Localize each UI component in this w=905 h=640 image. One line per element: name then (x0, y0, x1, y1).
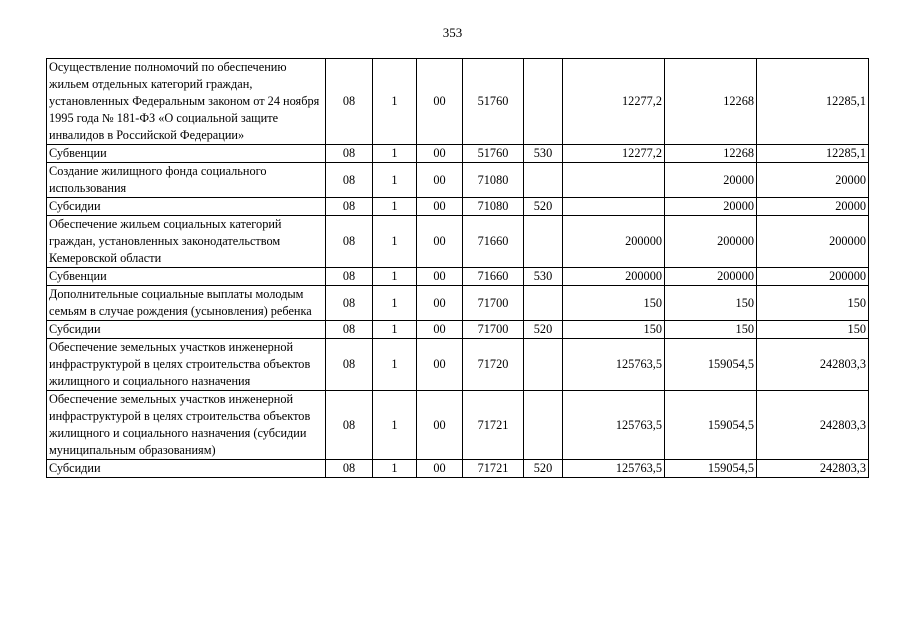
cell-subsection: 1 (373, 59, 417, 145)
cell-amount-1 (563, 198, 665, 216)
cell-amount-1: 12277,2 (563, 145, 665, 163)
table-row (47, 286, 869, 321)
cell-section: 08 (326, 391, 373, 460)
cell-subsection: 1 (373, 145, 417, 163)
cell-program: 00 (417, 163, 463, 198)
cell-subsection: 1 (373, 286, 417, 321)
cell-name: Дополнительные социальные выплаты молодым семьям в случае рождения (усыновления) ребенка (47, 286, 326, 321)
cell-direction: 71700 (463, 286, 524, 321)
cell-program: 00 (417, 391, 463, 460)
cell-amount-1: 12277,2 (563, 59, 665, 145)
table-row (47, 198, 869, 216)
table-row (47, 321, 869, 339)
cell-program: 00 (417, 59, 463, 145)
cell-subsection: 1 (373, 163, 417, 198)
cell-direction: 51760 (463, 59, 524, 145)
cell-section: 08 (326, 460, 373, 478)
cell-program: 00 (417, 339, 463, 391)
cell-amount-2: 20000 (665, 163, 757, 198)
cell-expense-type: 520 (524, 321, 563, 339)
cell-amount-1: 125763,5 (563, 339, 665, 391)
cell-amount-2: 159054,5 (665, 391, 757, 460)
cell-program: 00 (417, 268, 463, 286)
budget-table (46, 58, 869, 478)
cell-expense-type (524, 163, 563, 198)
cell-amount-3: 242803,3 (757, 339, 869, 391)
table-row (47, 391, 869, 460)
cell-amount-3: 20000 (757, 163, 869, 198)
cell-section: 08 (326, 321, 373, 339)
cell-section: 08 (326, 286, 373, 321)
cell-amount-2: 150 (665, 321, 757, 339)
table-body (47, 59, 869, 478)
cell-subsection: 1 (373, 391, 417, 460)
cell-expense-type: 530 (524, 145, 563, 163)
table-row (47, 216, 869, 268)
table-row (47, 339, 869, 391)
cell-name: Обеспечение земельных участков инженерной инфраструктурой в целях строительства объектов жилищного и социального назначения (субсидии муниципальным образованиям) (47, 391, 326, 460)
cell-amount-2: 12268 (665, 145, 757, 163)
table-row (47, 163, 869, 198)
cell-section: 08 (326, 145, 373, 163)
cell-name: Субсидии (47, 321, 326, 339)
cell-amount-2: 12268 (665, 59, 757, 145)
page-number: 353 (442, 25, 463, 40)
cell-section: 08 (326, 163, 373, 198)
cell-name: Обеспечение жильем социальных категорий граждан, установленных законодательством Кемеровской области (47, 216, 326, 268)
cell-section: 08 (326, 198, 373, 216)
cell-direction: 71721 (463, 391, 524, 460)
cell-amount-3: 12285,1 (757, 145, 869, 163)
cell-expense-type (524, 339, 563, 391)
table-row (47, 460, 869, 478)
cell-subsection: 1 (373, 198, 417, 216)
cell-expense-type (524, 216, 563, 268)
cell-expense-type (524, 286, 563, 321)
cell-expense-type: 520 (524, 198, 563, 216)
cell-amount-1: 150 (563, 286, 665, 321)
table-row (47, 59, 869, 145)
cell-amount-3: 150 (757, 321, 869, 339)
cell-amount-2: 200000 (665, 216, 757, 268)
cell-amount-3: 242803,3 (757, 460, 869, 478)
cell-program: 00 (417, 321, 463, 339)
cell-amount-3: 20000 (757, 198, 869, 216)
cell-amount-3: 200000 (757, 216, 869, 268)
cell-program: 00 (417, 460, 463, 478)
cell-direction: 71080 (463, 198, 524, 216)
cell-amount-1 (563, 163, 665, 198)
cell-name: Обеспечение земельных участков инженерной инфраструктурой в целях строительства объектов жилищного и социального назначения (47, 339, 326, 391)
cell-section: 08 (326, 216, 373, 268)
cell-amount-2: 150 (665, 286, 757, 321)
cell-direction: 51760 (463, 145, 524, 163)
cell-name: Субвенции (47, 145, 326, 163)
cell-subsection: 1 (373, 321, 417, 339)
cell-direction: 71080 (463, 163, 524, 198)
cell-subsection: 1 (373, 216, 417, 268)
cell-section: 08 (326, 59, 373, 145)
cell-direction: 71660 (463, 268, 524, 286)
cell-name: Субвенции (47, 268, 326, 286)
cell-amount-3: 200000 (757, 268, 869, 286)
cell-amount-3: 12285,1 (757, 59, 869, 145)
cell-amount-1: 150 (563, 321, 665, 339)
cell-name: Создание жилищного фонда социального использования (47, 163, 326, 198)
table-row (47, 145, 869, 163)
cell-expense-type: 520 (524, 460, 563, 478)
cell-amount-3: 242803,3 (757, 391, 869, 460)
cell-amount-3: 150 (757, 286, 869, 321)
cell-program: 00 (417, 198, 463, 216)
cell-program: 00 (417, 145, 463, 163)
cell-expense-type (524, 59, 563, 145)
table-row (47, 268, 869, 286)
cell-direction: 71720 (463, 339, 524, 391)
cell-name: Субсидии (47, 460, 326, 478)
cell-section: 08 (326, 268, 373, 286)
cell-subsection: 1 (373, 460, 417, 478)
cell-program: 00 (417, 216, 463, 268)
cell-expense-type: 530 (524, 268, 563, 286)
cell-section: 08 (326, 339, 373, 391)
cell-amount-1: 125763,5 (563, 460, 665, 478)
cell-subsection: 1 (373, 339, 417, 391)
cell-direction: 71700 (463, 321, 524, 339)
cell-name: Осуществление полномочий по обеспечению жильем отдельных категорий граждан, установленных Федеральным законом от 24 ноября 1995 года № 181-ФЗ «О социальной защите инвалидов в Российской Федерации» (47, 59, 326, 145)
cell-subsection: 1 (373, 268, 417, 286)
cell-amount-2: 159054,5 (665, 460, 757, 478)
cell-amount-2: 200000 (665, 268, 757, 286)
cell-program: 00 (417, 286, 463, 321)
cell-amount-1: 200000 (563, 216, 665, 268)
cell-amount-2: 20000 (665, 198, 757, 216)
cell-amount-2: 159054,5 (665, 339, 757, 391)
cell-name: Субсидии (47, 198, 326, 216)
cell-amount-1: 125763,5 (563, 391, 665, 460)
cell-direction: 71660 (463, 216, 524, 268)
cell-amount-1: 200000 (563, 268, 665, 286)
cell-direction: 71721 (463, 460, 524, 478)
cell-expense-type (524, 391, 563, 460)
